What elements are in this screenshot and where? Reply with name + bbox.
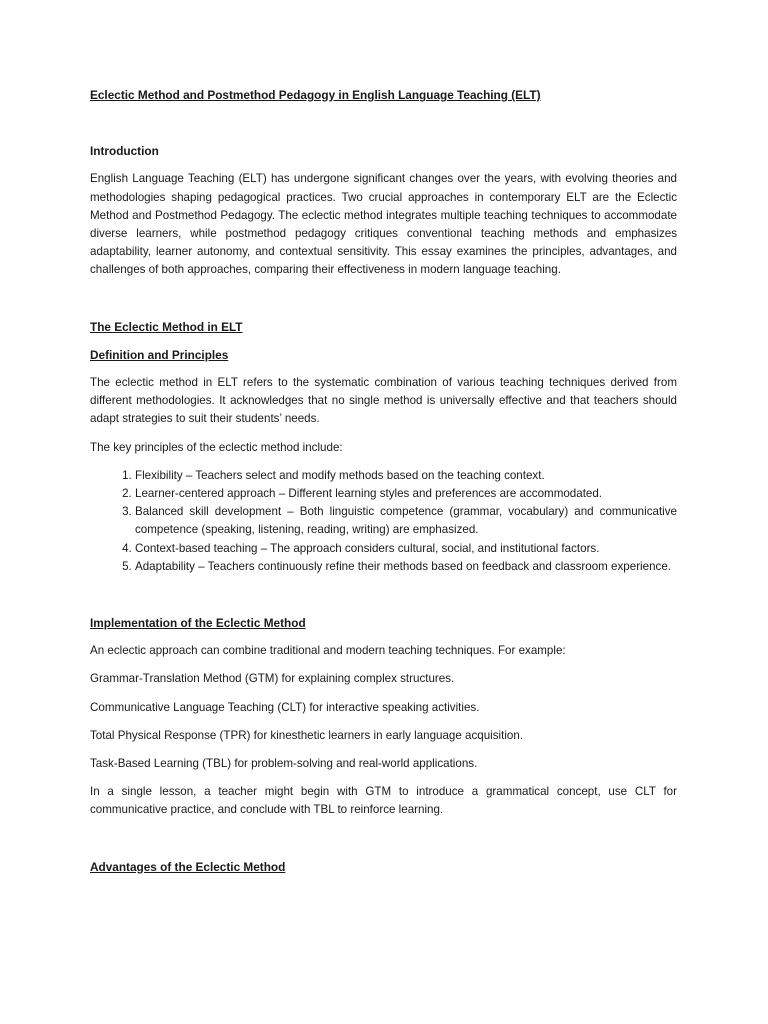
principles-list [90,467,677,576]
principle-item: 5. Adaptability – Teachers continuously refine their methods based on feedback and classroom experience. [135,558,677,576]
example-item: Communicative Language Teaching (CLT) for interactive speaking activities. [90,700,480,714]
principle-item: 2. Learner-centered approach – Different learning styles and preferences are accommodated. [135,485,677,503]
example-item: Grammar-Translation Method (GTM) for explaining complex structures. [90,672,455,686]
example-item: Total Physical Response (TPR) for kinesthetic learners in early language acquisition. [90,728,524,742]
definition-principles-heading: Definition and Principles [90,347,229,362]
example-item: Task-Based Learning (TBL) for problem-solving and real-world applications. [90,757,478,771]
document-page [90,86,677,886]
principle-item: 4. Context-based teaching – The approach considers cultural, social, and institutional factors. [135,540,677,558]
introduction-heading: Introduction [90,144,159,159]
implementation-intro: An eclectic approach can combine traditional and modern teaching techniques. For example: [90,644,566,658]
document-title: Eclectic Method and Postmethod Pedagogy in English Language Teaching (ELT) [90,88,541,102]
principle-item: 3. Balanced skill development – Both linguistic competence (grammar, vocabulary) and communicative competence (speaking, listening, reading, writing) are emphasized. [135,503,677,539]
introduction-paragraph: English Language Teaching (ELT) has undergone significant changes over the years, with evolving theories and methodologies shaping pedagogical practices. Two crucial approaches in contemporary ELT are the Eclectic Method and Postmethod Pedagogy. The eclectic method integrates multiple teaching techniques to accommodate diverse learners, while postmethod pedagogy critiques conventional teaching methods and emphasizes adaptability, learner autonomy, and contextual sensitivity. This essay examines the principles, advantages, and challenges of both approaches, comparing their effectiveness in modern language teaching. [90,172,677,277]
implementation-closing: In a single lesson, a teacher might begin with GTM to introduce a grammatical concept, use CLT for communicative practice, and conclude with TBL to reinforce learning. [90,785,677,817]
advantages-heading: Advantages of the Eclectic Method [90,859,286,874]
principle-item: 1. Flexibility – Teachers select and modify methods based on the teaching context. [135,467,677,485]
definition-paragraph: The eclectic method in ELT refers to the systematic combination of various teaching techniques derived from different methodologies. It acknowledges that no single method is universally effective and that teachers should adapt strategies to suit their students’ needs. [90,376,677,426]
implementation-heading: Implementation of the Eclectic Method [90,616,306,631]
principles-intro: The key principles of the eclectic method include: [90,440,343,454]
eclectic-method-heading: The Eclectic Method in ELT [90,319,243,334]
